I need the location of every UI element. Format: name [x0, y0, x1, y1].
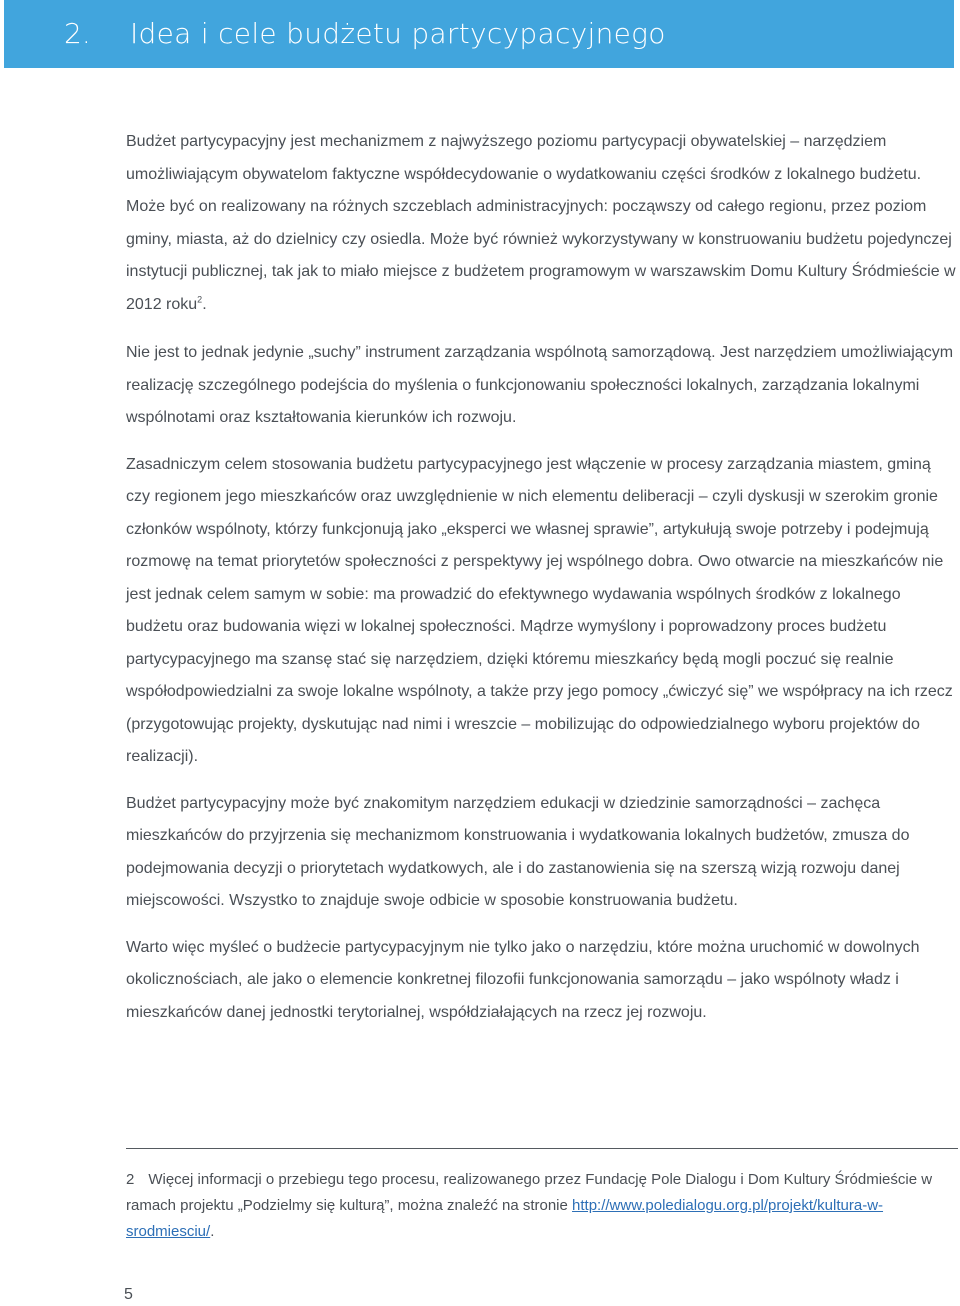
paragraph-3: Zasadniczym celem stosowania budżetu partycypacyjnego jest włączenie w procesy zarządzania miastem, gminą czy regionem jego mieszkańców oraz uwzględnienie w nich elementu deliberacji – czyli dyskusji w szerokim gronie członków wspólnoty, którzy funkcjonują jako „eksperci we własnej sprawie”, artykułują swoje potrzeby i podejmują rozmowę na temat priorytetów społeczności z perspektywy jej wspólnego dobra. Owo otwarcie na mieszkańców nie jest jednak celem samym w sobie: ma prowadzić do efektywnego wydawania wspólnych środków z lokalnego budżetu oraz budowania więzi w lokalnej społeczności. Mądrze wymyślony i poprowadzony proces budżetu partycypacyjnego ma szansę stać się narzędziem, dzięki któremu mieszkańcy będą mogli poczuć się realnie współodpowiedzialni za swoje lokalne wspólnoty, a także przy jego pomocy „ćwiczyć się” we współpracy na ich rzecz (przygotowując projekty, dyskutując nad nimi i wreszcie – mobilizując do odpowiedzialnego wyboru projektów do realizacji).: [126, 455, 953, 765]
footnote: [126, 1167, 958, 1245]
chapter-title: Idea i cele budżetu partycypacyjnego: [130, 17, 666, 50]
chapter-header: [4, 0, 954, 68]
footnote-end: .: [210, 1223, 215, 1240]
footnote-link[interactable]: http://www.poledialogu.org.pl/projekt/kultura-w-srodmiesciu/: [126, 1197, 884, 1240]
chapter-number: 2.: [64, 17, 91, 50]
paragraph-4: Budżet partycypacyjny może być znakomitym narzędziem edukacji w dziedzinie samorządności – zachęca mieszkańców do przyjrzenia się mechanizmom konstruowania i wydatkowania lokalnych budżetów, zmusza do podejmowania decyzji o priorytetach wydatkowych, ale i do zastanowienia się na szerszą wizją rozwoju danej miejscowości. Wszystko to znajduje swoje odbicie w sposobie konstruowania budżetu.: [126, 794, 910, 909]
paragraph-1: [126, 126, 958, 321]
paragraph-5: Warto więc myśleć o budżecie partycypacyjnym nie tylko jako o narzędziu, które można uruchomić w dowolnych okolicznościach, ale jako o elemencie konkretnej filozofii funkcjonowania samorządu – jako wspólnoty władz i mieszkańców danej jednostki terytorialnej, współdziałających na rzecz jej rozwoju.: [126, 938, 920, 1021]
footnote-divider: [126, 1148, 958, 1149]
body-text: [126, 126, 958, 1043]
page-number: 5: [124, 1286, 133, 1303]
footnote-text: Więcej informacji o przebiegu tego procesu, realizowanego przez Fundację Pole Dialogu i Dom Kultury Śródmieście w ramach projektu „Podzielmy się kulturą”, można znaleźć na stronie: [126, 1171, 933, 1214]
paragraph-1-text: Budżet partycypacyjny jest mechanizmem z najwyższego poziomu partycypacji obywatelskiej – narzędziem umożliwiającym obywatelom faktyczne współdecydowanie o wydatkowaniu części środków z lokalnego budżetu. Może być on realizowany na różnych szczeblach administracyjnych: począwszy od całego regionu, przez poziom gminy, miasta, aż do dzielnicy czy osiedla. Może być również wykorzystywany w konstruowaniu budżetu pojedynczej instytucji publicznej, tak jak to miało miejsce z budżetem programowym w warszawskim Domu Kultury Śródmieście w 2012 roku: [126, 133, 956, 313]
paragraph-2: Nie jest to jednak jedynie „suchy” instrument zarządzania wspólnotą samorządową. Jest narzędziem umożliwiającym realizację szczególnego podejścia do myślenia o funkcjonowaniu społeczności lokalnych, zarządzania lokalnymi wspólnotami oraz kształtowania kierunków ich rozwoju.: [126, 344, 954, 426]
paragraph-1-end: .: [202, 295, 207, 313]
footnote-number: 2: [126, 1171, 135, 1188]
footnote-reference[interactable]: 2: [197, 294, 203, 305]
